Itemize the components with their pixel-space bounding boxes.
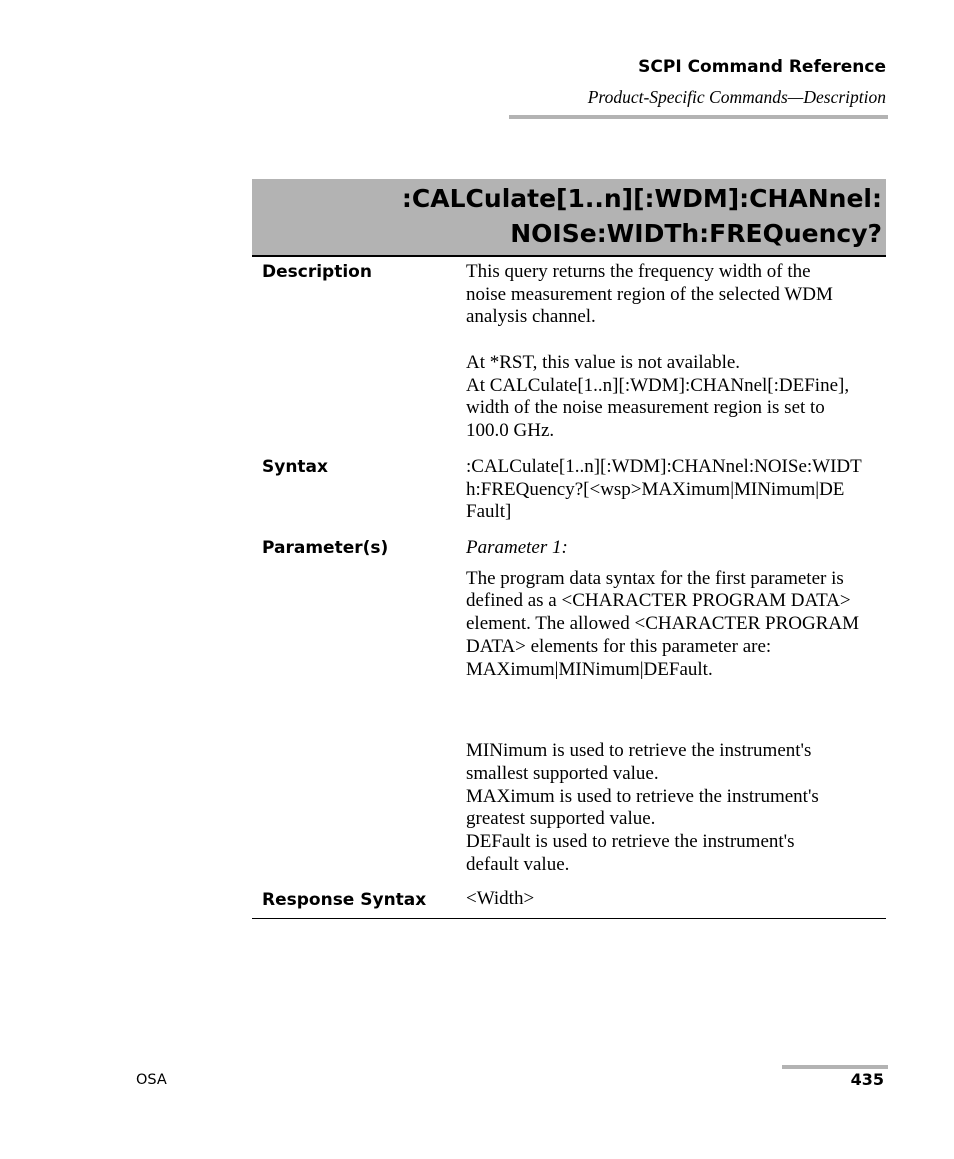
parameter-line: The program data syntax for the first parameter is: [466, 567, 844, 589]
table-bottom-rule: [252, 918, 886, 919]
parameter-heading: Parameter 1:: [466, 537, 568, 558]
parameter-line: MAXimum|MINimum|DEFault.: [466, 658, 713, 680]
parameter-line: DATA> elements for this parameter are:: [466, 635, 772, 657]
description-line: At *RST, this value is not available.: [466, 351, 741, 373]
command-title-band: [252, 179, 886, 257]
footer-rule: [782, 1065, 888, 1069]
footer-product: OSA: [136, 1072, 167, 1088]
description-line: noise measurement region of the selected WDM: [466, 283, 833, 305]
parameter-line: DEFault is used to retrieve the instrument's: [466, 831, 795, 853]
parameters-label: Parameter(s): [262, 538, 389, 558]
parameter-line: defined as a <CHARACTER PROGRAM DATA>: [466, 590, 851, 612]
running-header-subtitle: Product-Specific Commands—Description: [587, 87, 886, 107]
command-title-line-2: NOISe:WIDTh:FREQuency?: [510, 219, 882, 248]
response-syntax-label: Response Syntax: [262, 890, 427, 910]
parameter-line: greatest supported value.: [466, 808, 656, 830]
description-line: At CALCulate[1..n][:WDM]:CHANnel[:DEFine],: [466, 374, 850, 396]
parameters-text: [466, 537, 886, 876]
parameter-line: MAXimum is used to retrieve the instrument's: [466, 785, 819, 807]
parameter-line: element. The allowed <CHARACTER PROGRAM: [466, 613, 859, 635]
parameter-line: smallest supported value.: [466, 762, 659, 784]
description-text: [466, 261, 886, 443]
response-syntax-line: <Width>: [466, 888, 535, 909]
description-line: analysis channel.: [466, 306, 596, 328]
command-title-line-1: :CALCulate[1..n][:WDM]:CHANnel:: [401, 184, 882, 213]
description-line: 100.0 GHz.: [466, 419, 555, 441]
running-header-title: SCPI Command Reference: [638, 57, 886, 77]
description-line: This query returns the frequency width of the: [466, 261, 811, 282]
syntax-line: :CALCulate[1..n][:WDM]:CHANnel:NOISe:WIDT: [466, 456, 862, 477]
response-syntax-value: [466, 888, 886, 911]
syntax-line: h:FREQuency?[<wsp>MAXimum|MINimum|DE: [466, 478, 845, 500]
command-title: [402, 181, 882, 251]
syntax-label: Syntax: [262, 457, 328, 477]
page-number: 435: [850, 1070, 884, 1089]
parameter-line: MINimum is used to retrieve the instrument's: [466, 740, 812, 762]
syntax-line: Fault]: [466, 501, 512, 523]
parameter-line: default value.: [466, 853, 570, 875]
header-rule: [509, 115, 888, 119]
description-line: width of the noise measurement region is set to: [466, 397, 825, 419]
syntax-text: [466, 456, 886, 524]
description-label: Description: [262, 262, 372, 282]
